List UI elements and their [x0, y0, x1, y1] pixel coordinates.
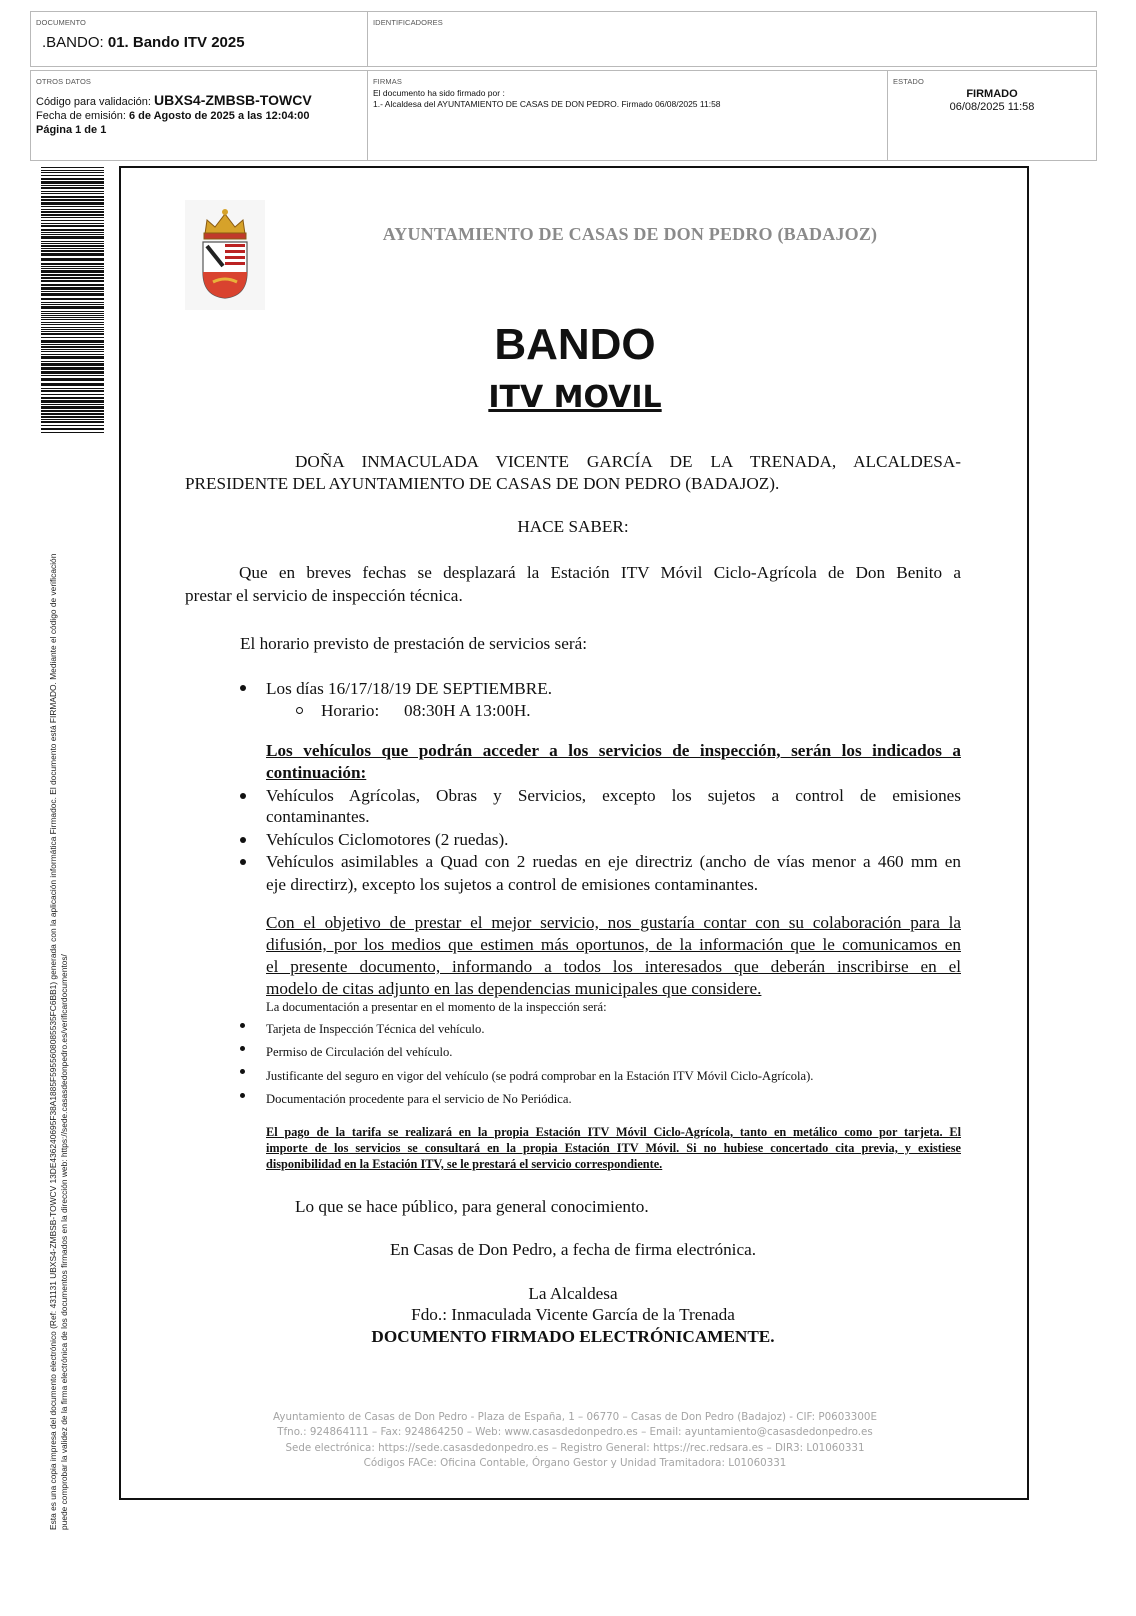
bullet-icon — [240, 685, 246, 691]
barcode-stripe — [41, 258, 104, 261]
barcode-stripe — [41, 313, 104, 314]
barcode-stripe — [41, 421, 104, 423]
bullet-icon — [240, 1093, 245, 1098]
documentacion-item-3: Justificante del seguro en vigor del vehículo (se podrá comprobar en la Estación ITV Móvil Ciclo-Agrícola). — [266, 1069, 814, 1083]
pago-line-2: importe de los servicios se consultará en la propia Estación ITV Móvil. Si no hubiese concertado cita previa, y existiese — [266, 1141, 961, 1155]
otros-datos-box — [30, 70, 368, 161]
colaboracion-line-3: el presente documento, informando a todos los interesados que deberán inscribirse en el — [266, 957, 961, 976]
document-header — [30, 11, 1097, 161]
barcode-stripe — [41, 344, 104, 345]
barcode-stripe — [41, 333, 104, 335]
otros-datos-label: OTROS DATOS — [36, 77, 91, 86]
barcode-stripe — [41, 416, 104, 418]
documentacion-item-2: Permiso de Circulación del vehículo. — [266, 1045, 453, 1059]
firmas-box — [367, 70, 888, 161]
barcode-stripe — [41, 349, 104, 350]
otros-datos-content — [36, 93, 312, 137]
documento-prefix: .BANDO: — [42, 34, 108, 51]
bullet-icon — [240, 793, 246, 799]
vehiculo-2: Vehículos Ciclomotores (2 ruedas). — [266, 830, 509, 849]
barcode-stripe — [41, 410, 104, 412]
barcode-stripe — [41, 185, 104, 186]
barcode-stripe — [41, 340, 104, 343]
barcode-stripe — [41, 217, 104, 218]
bullet-icon — [240, 1023, 245, 1028]
barcode-stripe — [41, 178, 104, 180]
barcode-stripe — [41, 319, 104, 320]
barcode-stripe — [41, 248, 104, 249]
barcode-stripe — [41, 223, 104, 224]
documento-box — [30, 11, 368, 67]
identificadores-box — [367, 11, 1097, 67]
horario-label: Horario: — [321, 701, 380, 720]
footer-line-3: Sede electrónica: https://sede.casasdedonpedro.es – Registro General: https://rec.redsara.es – DIR3: L01060331 — [285, 1441, 865, 1454]
barcode-stripe — [41, 232, 104, 233]
fecha-value: 6 de Agosto de 2025 a las 12:04:00 — [128, 110, 310, 122]
bullet-icon — [240, 1069, 245, 1074]
validation-code: UBXS4-ZMBSB-TOWCV — [154, 92, 312, 108]
issuer-heading: AYUNTAMIENTO DE CASAS DE DON PEDRO (BADAJOZ) — [382, 224, 878, 244]
barcode-stripe — [41, 315, 104, 316]
barcode-stripe — [41, 241, 104, 242]
codigo-label: Código para validación: — [36, 96, 155, 108]
barcode-stripe — [41, 346, 104, 348]
coat-of-arms-icon — [185, 200, 265, 310]
barcode-stripe — [41, 266, 104, 267]
document-subtitle: ITV MOVIL — [488, 380, 662, 415]
barcode-stripe — [41, 202, 104, 205]
vehiculo-3-line-1: Vehículos asimilables a Quad con 2 ruedas en eje directriz (ancho de vías menor a 460 mm en — [266, 852, 961, 871]
estado-value: FIRMADO — [966, 88, 1018, 100]
barcode-stripe — [41, 351, 104, 352]
barcode-stripe — [41, 243, 104, 244]
barcode-stripe — [41, 413, 104, 415]
barcode-stripe — [41, 394, 104, 395]
footer-line-2: Tfno.: 924864111 – Fax: 924864250 – Web: www.casasdedonpedro.es – Email: ayuntamiento@casasdedonpedro.es — [277, 1426, 873, 1439]
barcode-stripe — [41, 390, 104, 392]
barcode-stripe — [41, 397, 104, 399]
barcode-stripe — [41, 284, 104, 286]
nombre-firmante: Fdo.: Inmaculada Vicente García de la Trenada — [411, 1305, 735, 1324]
barcode-stripe — [41, 317, 104, 318]
side-text-line-2: puede comprobar la validez de la firma electrónica de los documentos firmados en la dirección web: https://sede.casasdedonpedro.es/verificardocumentos/ — [59, 954, 69, 1530]
paragraph-1-line-2: prestar el servicio de inspección técnica. — [185, 586, 463, 605]
barcode-stripe — [41, 306, 104, 309]
barcode-stripe — [41, 404, 104, 405]
barcode-stripe — [41, 270, 104, 273]
vehiculos-heading-line-2: continuación: — [266, 763, 367, 782]
documento-title: 01. Bando ITV 2025 — [107, 34, 245, 51]
vehiculo-1-line-1: Vehículos Agrícolas, Obras y Servicios, excepto los sujetos a control de emisiones — [266, 786, 961, 805]
barcode-stripe — [41, 268, 104, 269]
intro-line-1: DOÑA INMACULADA VICENTE GARCÍA DE LA TRENADA, ALCALDESA- — [295, 452, 961, 471]
barcode-stripe — [41, 388, 104, 389]
barcode-stripe — [41, 229, 104, 231]
barcode-stripe — [41, 324, 104, 325]
vehiculo-1-line-2: contaminantes. — [266, 807, 370, 826]
barcode-stripe — [41, 193, 104, 194]
cargo-firmante: La Alcaldesa — [528, 1284, 618, 1303]
firma-electronica-note: DOCUMENTO FIRMADO ELECTRÓNICAMENTE. — [371, 1327, 775, 1346]
barcode-stripe — [41, 400, 104, 403]
footer-contact — [220, 1410, 930, 1471]
estado-date: 06/08/2025 11:58 — [949, 101, 1035, 113]
lugar-fecha: En Casas de Don Pedro, a fecha de firma electrónica. — [389, 1240, 757, 1259]
bullet-icon — [240, 837, 246, 843]
horario-value: 08:30H A 13:00H. — [404, 701, 531, 720]
footer-line-1: Ayuntamiento de Casas de Don Pedro - Plaza de España, 1 – 06770 – Casas de Don Pedro (Badajoz) - CIF: P0603300E — [273, 1411, 877, 1423]
document-title: BANDO — [494, 320, 656, 369]
documento-label: DOCUMENTO — [36, 18, 86, 27]
barcode-stripe — [41, 302, 104, 303]
pago-line-1: El pago de la tarifa se realizará en la propia Estación ITV Móvil Ciclo-Agrícola, tanto en metálico como por tarjeta. El — [266, 1125, 961, 1139]
barcode-stripe — [41, 225, 104, 227]
documento-value — [42, 34, 245, 51]
pago-line-3: disponibilidad en la Estación ITV, se le prestará el servicio correspondiente. — [266, 1157, 663, 1171]
barcode-stripe — [41, 277, 104, 279]
barcode-stripe — [41, 280, 104, 282]
barcode-stripe — [41, 322, 104, 323]
estado-label: ESTADO — [893, 77, 924, 86]
identificadores-label: IDENTIFICADORES — [373, 18, 443, 27]
barcode-stripe — [41, 172, 104, 173]
barcode-stripe — [41, 293, 104, 296]
verification-side-text — [48, 430, 70, 1530]
firmas-label: FIRMAS — [373, 77, 402, 86]
vehiculo-3-line-2: eje directirz), excepto los sujetos a control de emisiones contaminantes. — [266, 875, 759, 894]
barcode-stripe — [41, 329, 104, 330]
barcode-stripe — [41, 211, 104, 213]
barcode-stripe — [41, 354, 104, 355]
firmas-line-1: El documento ha sido firmado por : — [373, 88, 505, 98]
barcode-stripe — [41, 187, 104, 189]
barcode-stripe — [41, 383, 104, 386]
paragraph-1-line-1: Que en breves fechas se desplazará la Estación ITV Móvil Ciclo-Agrícola de Don Benito a — [239, 563, 961, 582]
barcode-stripe — [41, 175, 104, 176]
barcode-stripe — [41, 170, 104, 171]
barcode-stripe — [41, 406, 104, 409]
barcode-stripe — [41, 236, 104, 239]
barcode-stripe — [41, 304, 104, 305]
bullet-icon — [240, 859, 246, 865]
barcode-stripe — [41, 367, 104, 370]
firmas-content — [373, 88, 721, 109]
barcode-stripe — [41, 361, 104, 362]
barcode-stripe — [41, 419, 104, 420]
dias-item: Los días 16/17/18/19 DE SEPTIEMBRE. — [266, 679, 552, 698]
barcode-stripe — [41, 245, 104, 247]
barcode-stripe — [41, 287, 104, 290]
barcode-stripe — [41, 425, 104, 426]
barcode-stripe — [41, 167, 104, 168]
fecha-label: Fecha de emisión: — [36, 110, 129, 122]
barcode-stripe — [41, 206, 104, 207]
side-text-line-1: Esta es una copia impresa del documento electrónico (Ref: 431131 UBXS4-ZMBSB-TOWCV 13DE436240695F38A1885F5955608085535FC6BB1) generada con la aplicación informática Firmadoc. El documento está FIRMADO. Mediante el código de verificación — [48, 553, 58, 1530]
vehiculos-heading-line-1: Los vehículos que podrán acceder a los servicios de inspección, serán los indicados a — [266, 741, 961, 760]
barcode-stripe — [41, 214, 104, 216]
barcode-stripe — [41, 356, 104, 359]
barcode-stripe — [41, 250, 104, 252]
colaboracion-line-2: difusión, por los medios que estimen más oportunos, de la información que le comunicamos en — [266, 935, 961, 954]
barcode — [41, 167, 104, 434]
barcode-stripe — [41, 298, 104, 300]
barcode-stripe — [41, 234, 104, 235]
colaboracion-line-1: Con el objetivo de prestar el mejor servicio, nos gustaría contar con su colaboración para la — [266, 913, 961, 932]
circle-bullet-icon — [296, 707, 303, 714]
documentacion-item-4: Documentación procedente para el servicio de No Periódica. — [266, 1092, 572, 1106]
hace-saber: HACE SABER: — [517, 517, 629, 536]
colaboracion-line-4: modelo de citas adjunto en las dependencias municipales que considere. — [266, 979, 762, 998]
intro-line-2: PRESIDENTE DEL AYUNTAMIENTO DE CASAS DE DON PEDRO (BADAJOZ). — [185, 474, 780, 493]
barcode-stripe — [41, 274, 104, 276]
barcode-stripe — [41, 220, 104, 221]
barcode-stripe — [41, 181, 104, 184]
barcode-stripe — [41, 378, 104, 381]
barcode-stripe — [41, 291, 104, 292]
horario-intro: El horario previsto de prestación de servicios será: — [240, 634, 587, 653]
footer-line-4: Códigos FACe: Oficina Contable, Órgano Gestor y Unidad Tramitadora: L01060331 — [363, 1456, 787, 1469]
barcode-stripe — [41, 327, 104, 328]
barcode-stripe — [41, 263, 104, 265]
barcode-stripe — [41, 196, 104, 198]
barcode-stripe — [41, 363, 104, 366]
barcode-stripe — [41, 337, 104, 338]
documentacion-intro: La documentación a presentar en el momento de la inspección será: — [266, 1000, 607, 1014]
barcode-stripe — [41, 331, 104, 332]
barcode-stripe — [41, 199, 104, 201]
barcode-stripe — [41, 209, 104, 210]
barcode-stripe — [41, 375, 104, 376]
page-count: Página 1 de 1 — [36, 124, 107, 136]
barcode-stripe — [41, 371, 104, 374]
bullet-icon — [240, 1046, 245, 1051]
publico-text: Lo que se hace público, para general conocimiento. — [295, 1197, 649, 1216]
documentacion-item-1: Tarjeta de Inspección Técnica del vehículo. — [266, 1022, 485, 1036]
estado-box — [887, 70, 1097, 161]
barcode-stripe — [41, 253, 104, 256]
estado-content — [888, 88, 1096, 114]
firmas-line-2: 1.- Alcaldesa del AYUNTAMIENTO DE CASAS DE DON PEDRO. Firmado 06/08/2025 11:58 — [373, 98, 721, 109]
barcode-stripe — [41, 311, 104, 312]
barcode-stripe — [41, 191, 104, 192]
